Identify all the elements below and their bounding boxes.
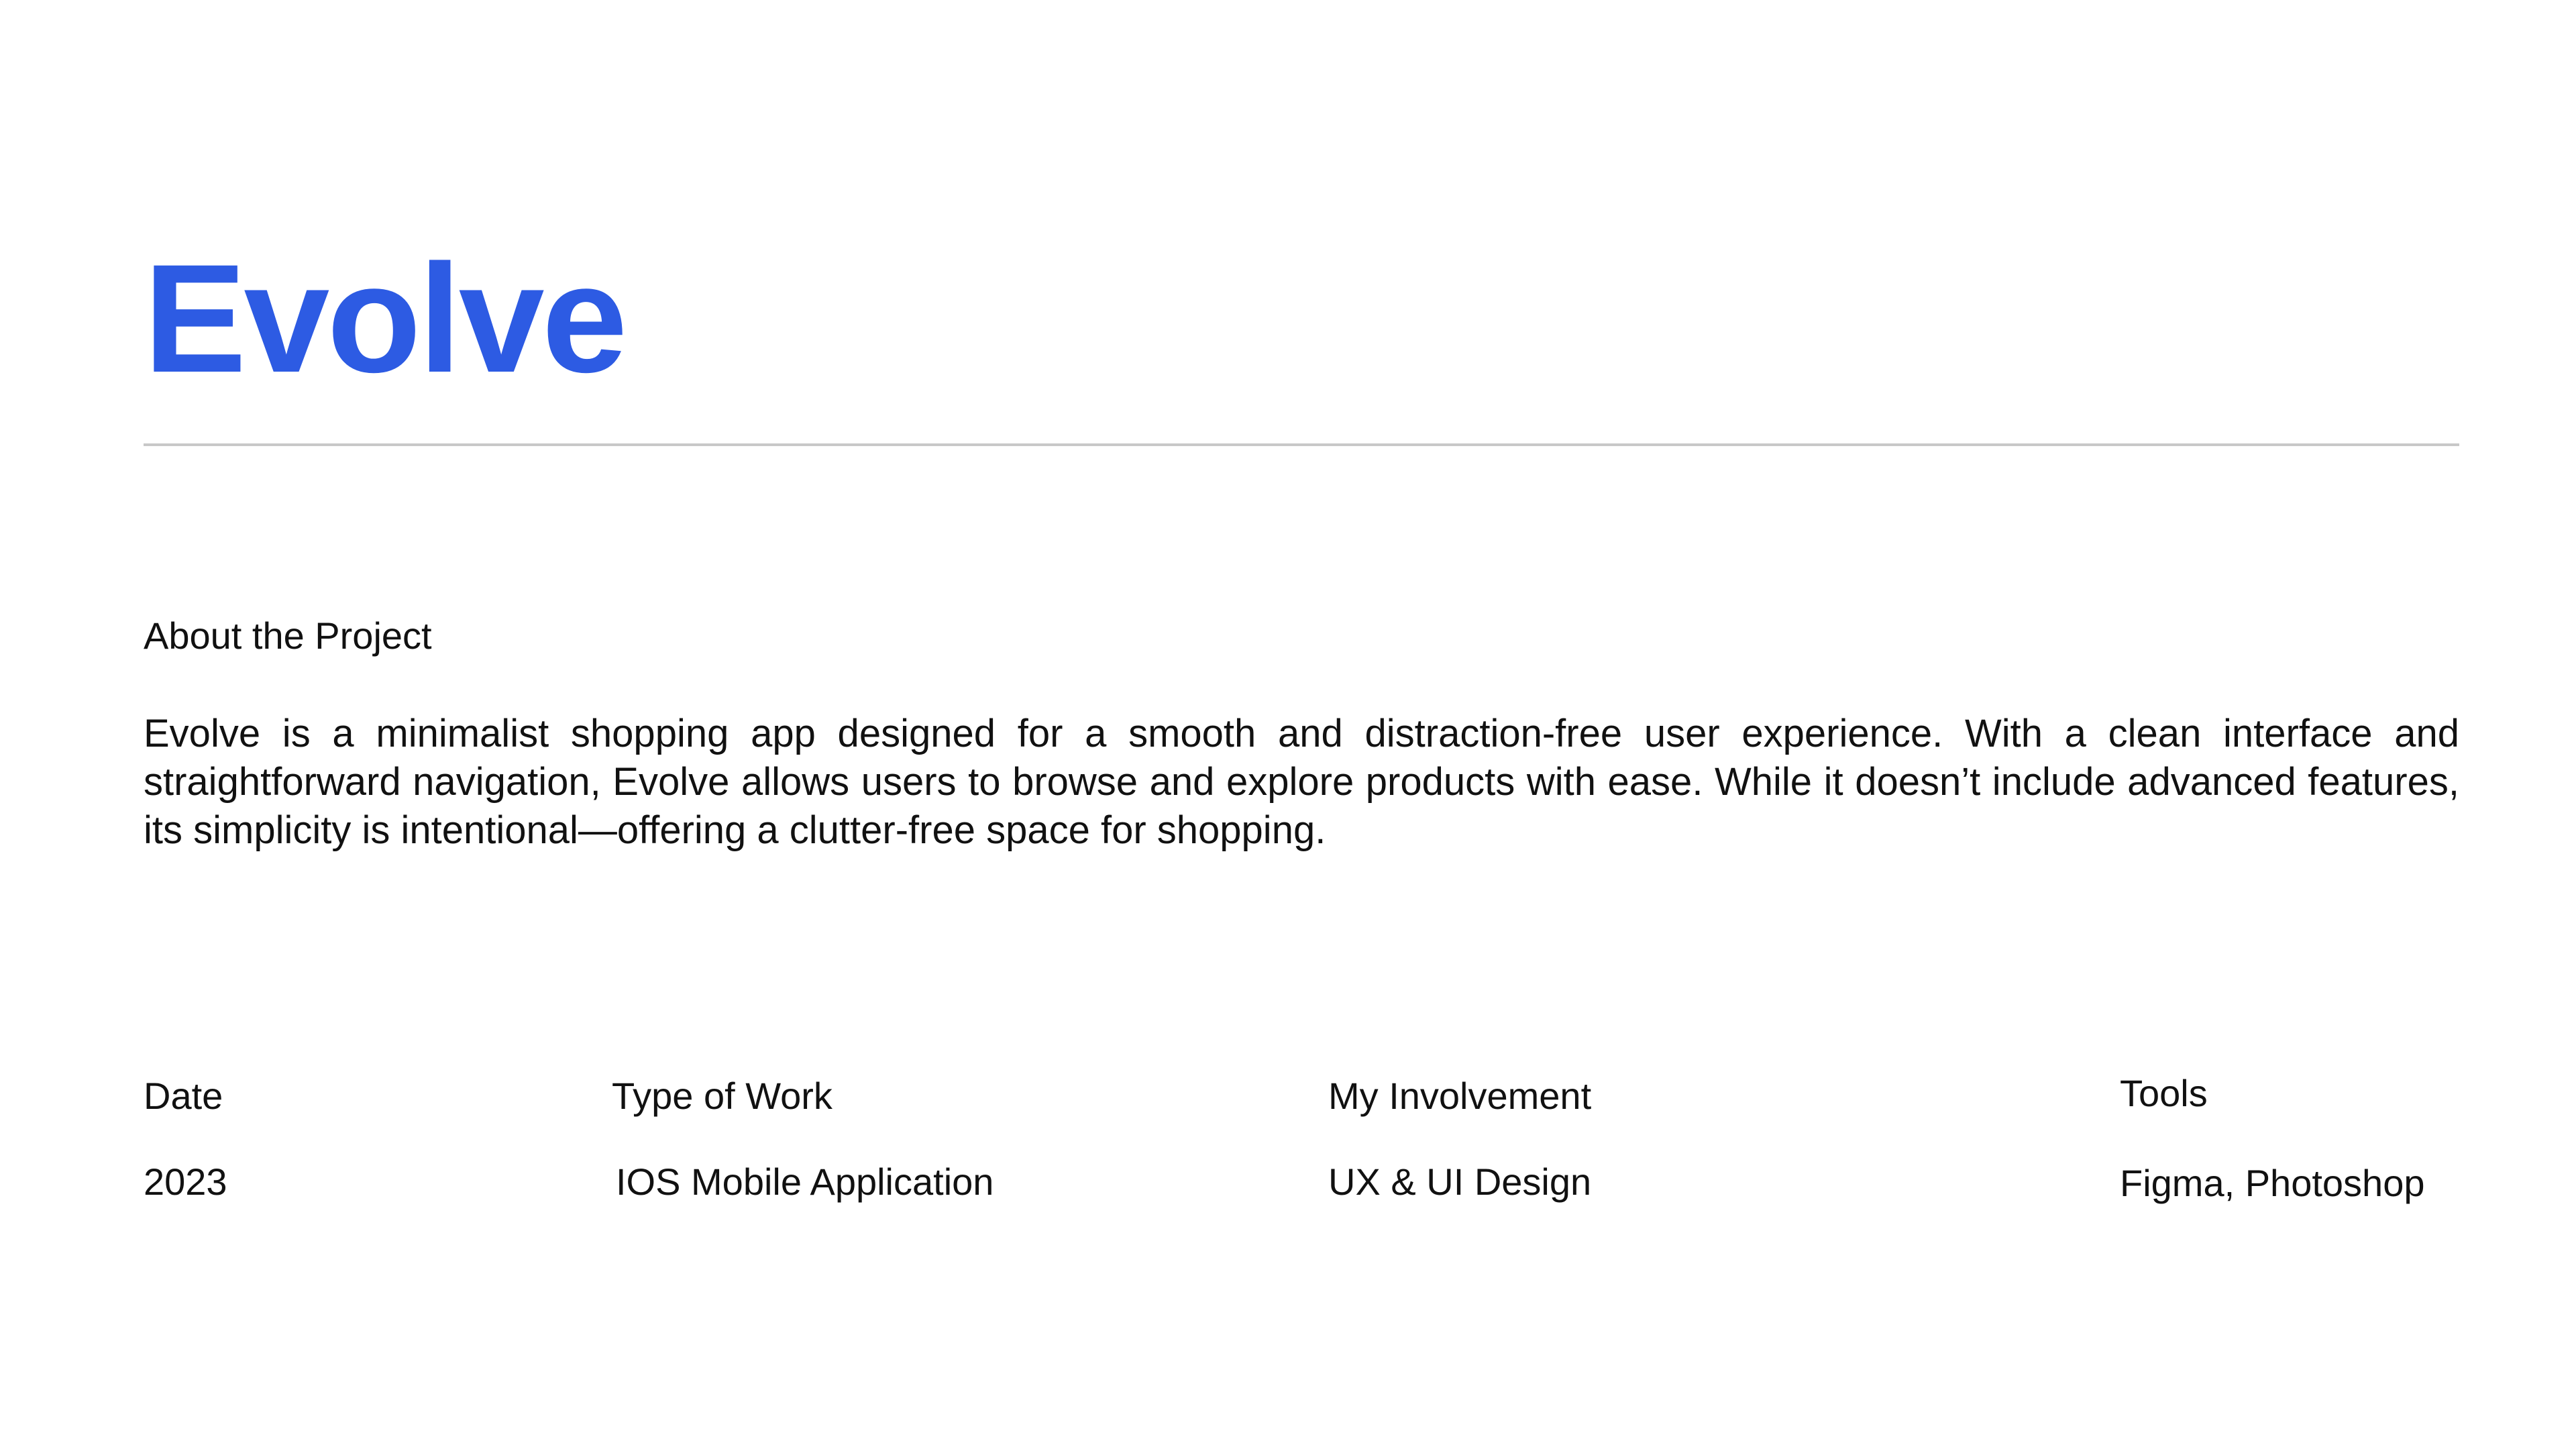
meta-date [144, 1072, 227, 1206]
meta-involvement [1328, 1072, 1591, 1206]
meta-tools-value: Figma, Photoshop [2120, 1162, 2425, 1204]
meta-involvement-value: UX & UI Design [1328, 1161, 1592, 1203]
meta-date-value: 2023 [144, 1161, 227, 1203]
meta-tools-label: Tools [2120, 1072, 2208, 1114]
meta-tools [2120, 1069, 2424, 1208]
meta-involvement-label: My Involvement [1328, 1075, 1592, 1117]
title-divider [144, 443, 2459, 446]
meta-type-of-work-label: Type of Work [612, 1075, 833, 1117]
meta-type-of-work-value: IOS Mobile Application [616, 1161, 994, 1203]
meta-type-of-work [612, 1072, 994, 1206]
about-description: Evolve is a minimalist shopping app designed for a smooth and distraction-free user experience. With a clean interface and straightforward navigation, Evolve allows users to browse and explore products with ease. While it doesn’t include advanced features, its simplicity is intentional—offering a clutter-free space for shopping. [144, 712, 2459, 852]
meta-date-label: Date [144, 1075, 223, 1117]
page-title: Evolve [144, 232, 625, 405]
about-heading: About the Project [144, 614, 432, 657]
